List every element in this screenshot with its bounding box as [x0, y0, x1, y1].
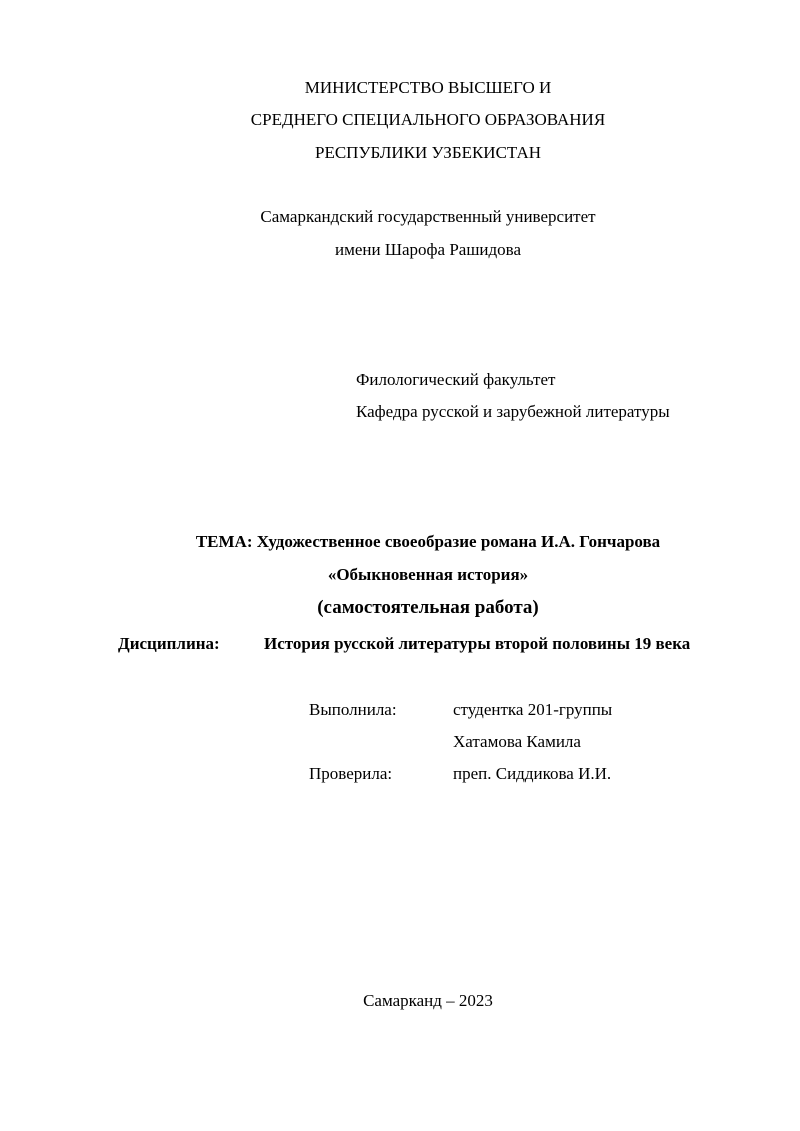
- performed-label: Выполнила:: [309, 700, 397, 719]
- discipline-label: Дисциплина:: [118, 634, 220, 653]
- faculty-name: Филологический факультет: [356, 370, 556, 389]
- performed-value: студентка 201-группы: [453, 700, 613, 719]
- university-line-1: Самаркандский государственный университет: [260, 207, 596, 226]
- checked-label: Проверила:: [309, 764, 393, 783]
- department-name: Кафедра русской и зарубежной литературы: [356, 402, 670, 421]
- university-line-2: имени Шарофа Рашидова: [334, 240, 522, 259]
- topic-line-1: ТЕМА: Художественное своеобразие романа И.А. Гончарова: [195, 532, 661, 551]
- ministry-line-2: СРЕДНЕГО СПЕЦИАЛЬНОГО ОБРАЗОВАНИЯ: [250, 110, 606, 129]
- student-name: Хатамова Камила: [453, 732, 581, 751]
- discipline-value: История русской литературы второй половины 19 века: [264, 634, 691, 653]
- city-year: Самарканд – 2023: [363, 991, 493, 1010]
- work-type: (самостоятельная работа): [317, 597, 539, 618]
- checked-value: преп. Сиддикова И.И.: [453, 764, 612, 783]
- ministry-line-1: МИНИСТЕРСТВО ВЫСШЕГО И: [304, 78, 552, 97]
- ministry-line-3: РЕСПУБЛИКИ УЗБЕКИСТАН: [314, 143, 542, 162]
- topic-line-2: «Обыкновенная история»: [327, 565, 529, 584]
